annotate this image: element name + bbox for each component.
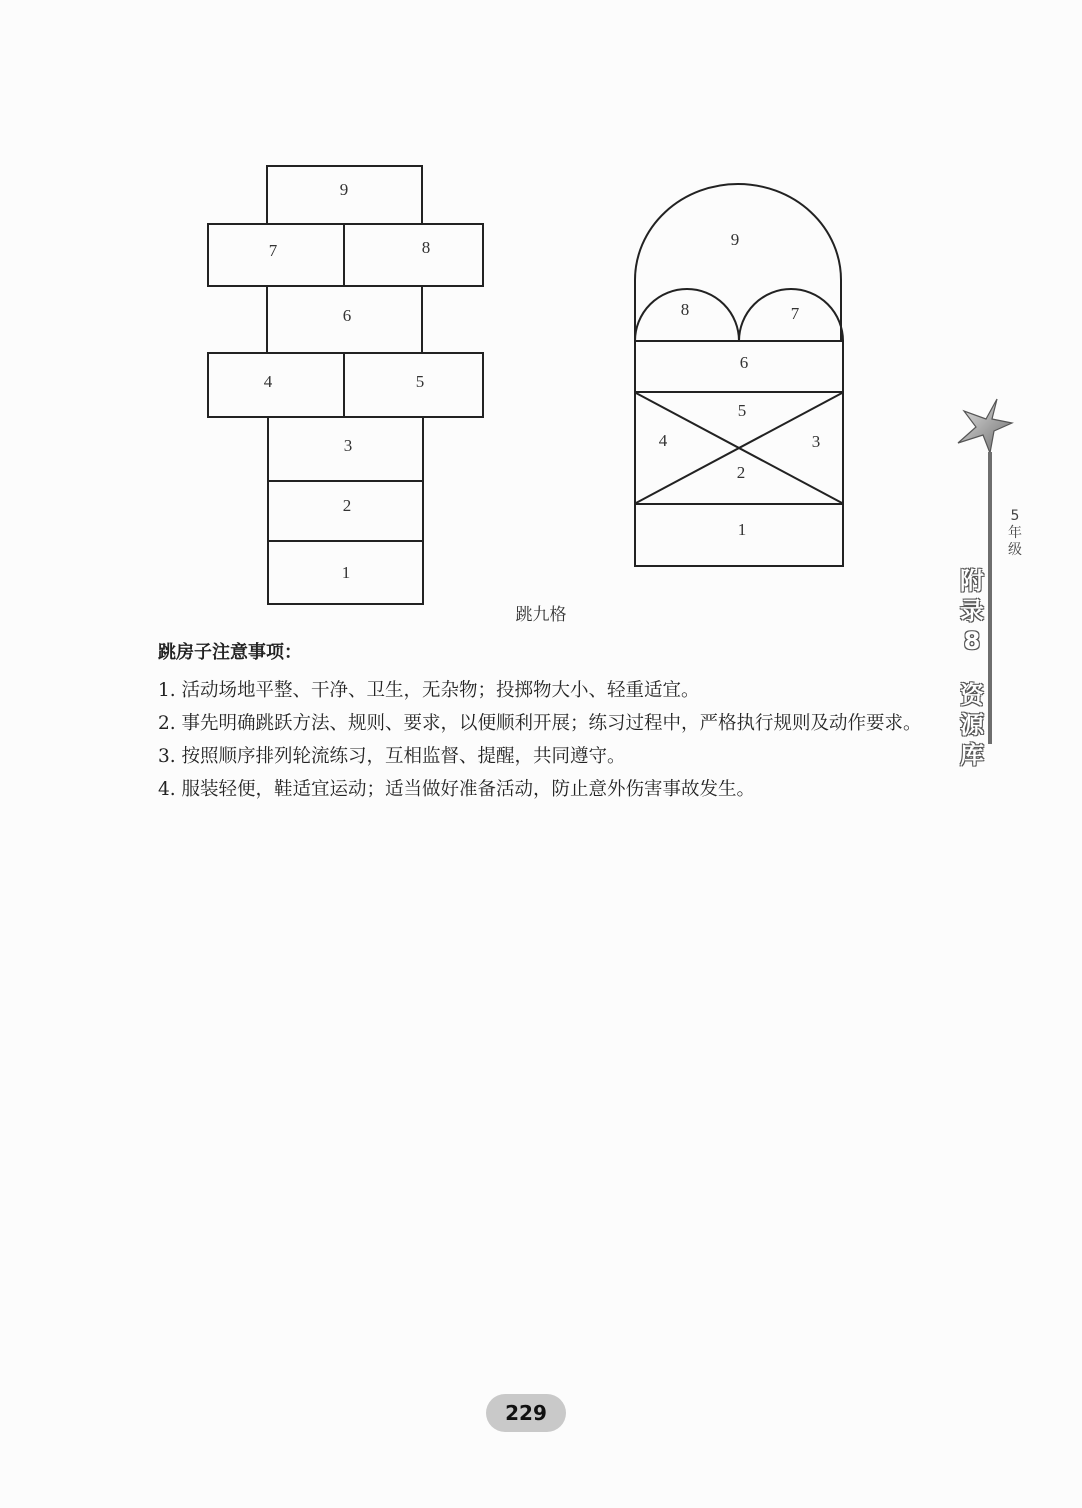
right-label-5: 5 [737, 401, 747, 420]
left-label-1: 1 [341, 563, 351, 582]
resource-char-2: 源 [960, 711, 984, 739]
right-label-1: 1 [737, 520, 747, 539]
right-label-6: 6 [739, 353, 749, 372]
left-label-4: 4 [263, 372, 273, 391]
left-label-2: 2 [342, 496, 352, 515]
left-label-9: 9 [339, 180, 349, 199]
left-row-4-5 [208, 353, 483, 417]
grade-number: 5 [1010, 508, 1020, 524]
right-label-9: 9 [730, 230, 740, 249]
note-item-1: 1. 活动场地平整、干净、卫生，无杂物；投掷物大小、轻重适宜。 [158, 680, 700, 701]
right-label-7: 7 [790, 304, 800, 323]
note-item-2: 2. 事先明确跳跃方法、规则、要求，以便顺利开展；练习过程中，严格执行规则及动作要求。 [158, 713, 922, 734]
right-dome-9 [635, 184, 841, 341]
appendix-char-2: 录 [960, 597, 984, 625]
sidebar-divider [988, 452, 992, 744]
note-item-3: 3. 按照顺序排列轮流练习，互相监督、提醒，共同遵守。 [158, 746, 626, 767]
notes-list [116, 674, 946, 806]
appendix-char-3: 8 [963, 627, 981, 655]
grade-char-2: 级 [1008, 542, 1022, 558]
right-label-8: 8 [680, 300, 690, 319]
appendix-label [957, 566, 987, 770]
left-label-3: 3 [343, 436, 353, 455]
right-label-4: 4 [658, 431, 668, 450]
star-icon [950, 397, 1016, 457]
resource-char-3: 库 [960, 741, 984, 769]
hopscotch-diagrams [0, 0, 1082, 620]
page-number: 229 [486, 1394, 566, 1432]
appendix-char-1: 附 [960, 567, 984, 595]
left-label-7: 7 [268, 241, 278, 260]
note-item-4: 4. 服装轻便，鞋适宜运动；适当做好准备活动，防止意外伤害事故发生。 [158, 779, 756, 800]
grade-label [1004, 508, 1026, 559]
left-hopscotch-grid [208, 166, 483, 604]
figure-caption: 跳九格 [515, 605, 567, 625]
grade-char-1: 年 [1008, 525, 1022, 541]
right-label-2: 2 [736, 463, 746, 482]
resource-char-1: 资 [960, 681, 984, 709]
right-label-3: 3 [811, 432, 821, 451]
notes-heading: 跳房子注意事项： [158, 642, 302, 663]
left-row-7-8 [208, 224, 483, 286]
left-label-6: 6 [342, 306, 352, 325]
left-label-8: 8 [421, 238, 431, 257]
left-label-5: 5 [415, 372, 425, 391]
